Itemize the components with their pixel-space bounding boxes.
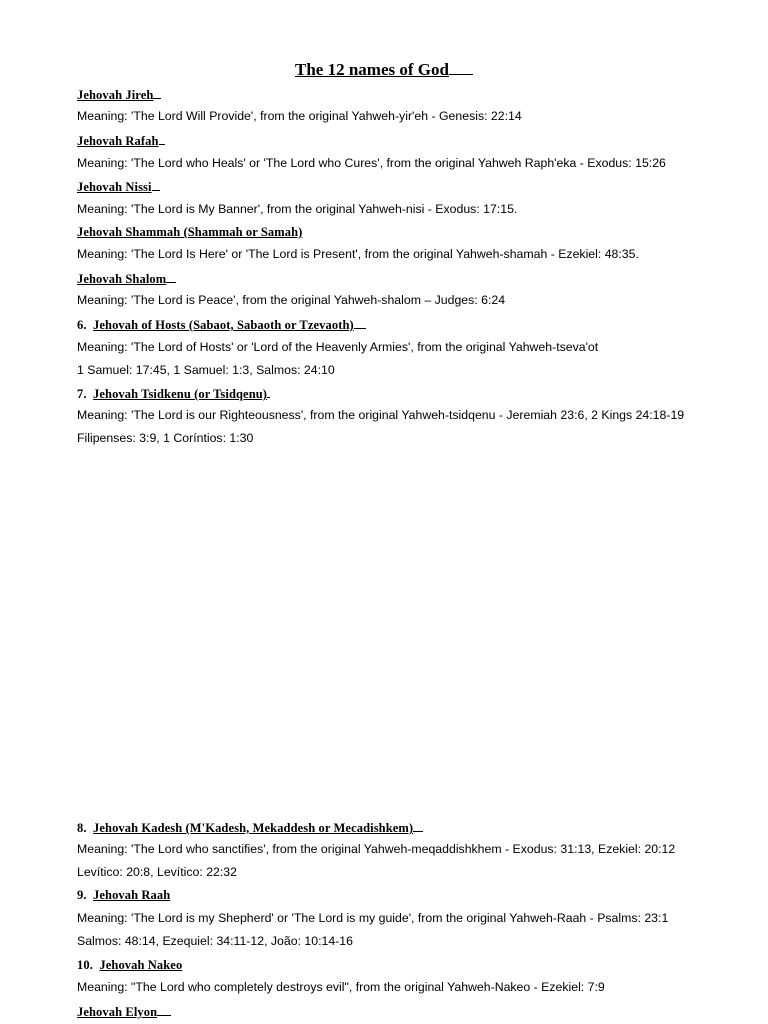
section-meaning: Meaning: "The Lord who completely destroys evil", from the original Yahweh-Nakeo - Ezekiel: 7:9 bbox=[77, 980, 605, 994]
section-references: Filipenses: 3:9, 1 Coríntios: 1:30 bbox=[77, 431, 254, 445]
section-meaning: Meaning: 'The Lord who Heals' or 'The Lord who Cures', from the original Yahweh Raph'eka - Exodus: 15:26 bbox=[77, 156, 666, 170]
section-references: Levítico: 20:8, Levítico: 22:32 bbox=[77, 865, 237, 879]
section-meaning: Meaning: 'The Lord is our Righteousness', from the original Yahweh-tsidqenu - Jeremiah 23:6, 2 Kings 24:18-19 bbox=[77, 408, 685, 422]
section-number: 8. bbox=[77, 821, 87, 835]
section-heading: Jehovah Elyon bbox=[77, 1003, 171, 1020]
section-meaning: Meaning: 'The Lord of Hosts' or 'Lord of the Heavenly Armies', from the original Yahweh-tseva'ot bbox=[77, 340, 599, 354]
section-references: Salmos: 48:14, Ezequiel: 34:11-12, João: 10:14-16 bbox=[77, 934, 353, 948]
section-references: 1 Samuel: 17:45, 1 Samuel: 1:3, Salmos: 24:10 bbox=[77, 363, 335, 377]
section-number: 10. bbox=[77, 958, 93, 972]
section-number: 9. bbox=[77, 888, 87, 902]
document-title: The 12 names of God bbox=[0, 58, 768, 80]
section-meaning: Meaning: 'The Lord is Peace', from the original Yahweh-shalom – Judges: 6:24 bbox=[77, 293, 506, 307]
section-heading: 8. Jehovah Kadesh (M'Kadesh, Mekaddesh or Mecadishkem) bbox=[77, 819, 423, 836]
section-number: 7. bbox=[77, 387, 87, 401]
section-heading: Jehovah Rafah bbox=[77, 132, 165, 149]
section-heading: Jehovah Nissi bbox=[77, 178, 160, 195]
section-number: 6. bbox=[77, 318, 87, 332]
section-meaning: Meaning: 'The Lord Is Here' or 'The Lord is Present', from the original Yahweh-shamah - Ezekiel: 48:35. bbox=[77, 247, 639, 261]
section-heading: Jehovah Shalom bbox=[77, 270, 176, 287]
section-meaning: Meaning: 'The Lord is My Banner', from the original Yahweh-nisi - Exodus: 17:15. bbox=[77, 202, 518, 216]
section-heading: 6. Jehovah of Hosts (Sabaot, Sabaoth or Tzevaoth) bbox=[77, 316, 366, 333]
section-meaning: Meaning: 'The Lord Will Provide', from the original Yahweh-yir'eh - Genesis: 22:14 bbox=[77, 109, 522, 123]
section-heading: 7. Jehovah Tsidkenu (or Tsidqenu) bbox=[77, 385, 270, 402]
section-heading: Jehovah Jireh bbox=[77, 86, 161, 103]
section-meaning: Meaning: 'The Lord is my Shepherd' or 'The Lord is my guide', from the original Yahweh-Raah - Psalms: 23:1 bbox=[77, 911, 669, 925]
section-heading: Jehovah Shammah (Shammah or Samah) bbox=[77, 225, 303, 239]
section-heading: 10. Jehovah Nakeo bbox=[77, 958, 183, 972]
section-meaning: Meaning: 'The Lord who sanctifies', from the original Yahweh-meqaddishkhem - Exodus: 31:13, Ezekiel: 20:12 bbox=[77, 842, 676, 856]
section-heading: 9. Jehovah Raah bbox=[77, 888, 171, 902]
